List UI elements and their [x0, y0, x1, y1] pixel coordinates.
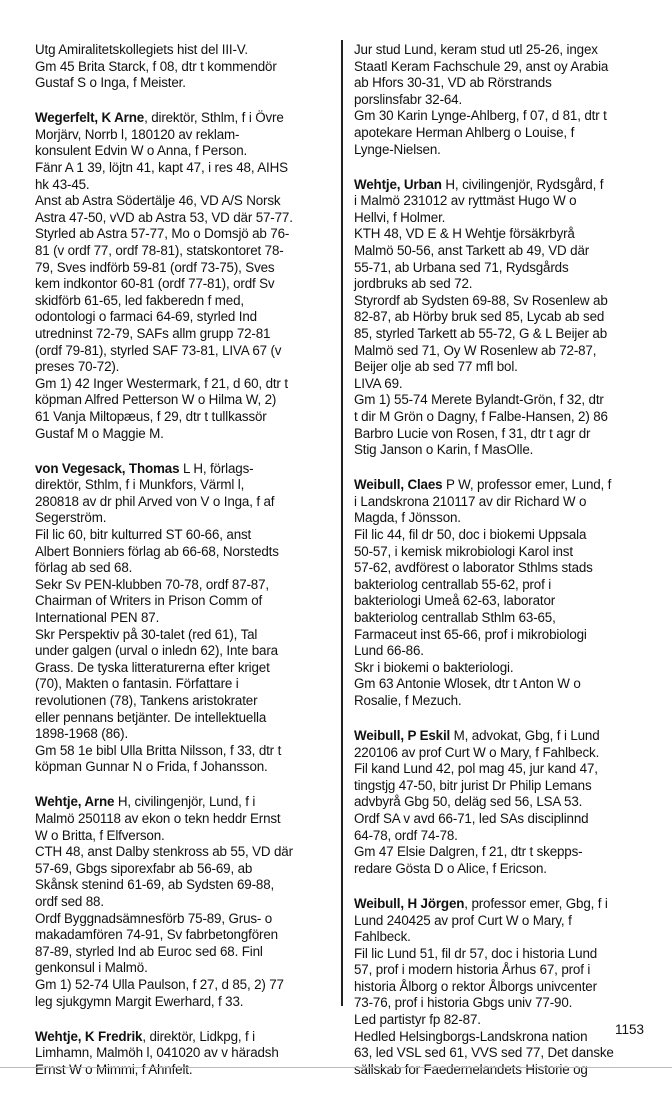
entry-line	[354, 293, 654, 310]
entry-text: LIVA 69.	[354, 375, 403, 391]
entry-line	[354, 844, 654, 861]
entry-line	[354, 1012, 654, 1029]
entry-text: Styrled ab Astra 57-77, Mo o Domsjö ab 76-	[35, 226, 290, 242]
entry-text: bakteriologi Umeå 62-63, laborator	[354, 593, 556, 609]
entry-text: apotekare Herman Ahlberg o Louise, f	[354, 124, 575, 140]
entry-line	[354, 75, 654, 92]
entry-text: Fil lic 44, fil dr 50, doc i biokemi Uppsala	[354, 527, 587, 543]
entry-text: Gm 45 Brita Starck, f 08, dtr t kommendör	[35, 58, 277, 74]
entry-line	[35, 309, 337, 326]
entry-text: 64-78, ordf 74-78.	[354, 827, 458, 843]
entry-line	[354, 359, 654, 376]
entry-text: Skånsk stenind 61-69, ab Sydsten 69-88,	[35, 877, 275, 893]
entry-text: förlag ab sed 68.	[35, 560, 133, 576]
entry-text: Beijer olje ab sed 77 mfl bol.	[354, 359, 518, 375]
entry-text: Utg Amiralitetskollegiets hist del III-V.	[35, 42, 248, 57]
entry-line	[354, 125, 654, 142]
entry-text: Gm 1) 52-74 Ulla Paulson, f 27, d 85, 2) 77	[35, 976, 284, 992]
entry-text: köpman Alfred Petterson W o Hilma W, 2)	[35, 392, 277, 408]
entry-line	[35, 326, 337, 343]
entry-text: H, civilingenjör, Lund, f i	[114, 794, 256, 810]
entry-line	[354, 946, 654, 963]
entry-line	[35, 392, 337, 409]
entry-line	[35, 560, 337, 577]
entry-line	[354, 811, 654, 828]
entry-line	[35, 42, 337, 59]
entry-line	[35, 1062, 337, 1079]
entry-line	[35, 693, 337, 710]
entry-text: Chairman of Writers in Prison Comm of	[35, 593, 263, 609]
column-divider	[341, 40, 343, 1006]
entry-text: Hellvi, f Holmer.	[354, 209, 446, 225]
entry-text: tingstjg 47-50, bitr jurist Dr Philip Lemans	[354, 777, 592, 793]
entry-text: L H, förlags-	[179, 460, 254, 476]
entry-line	[35, 828, 337, 845]
entry-text: Fahlbeck.	[354, 929, 411, 945]
entry-line	[35, 177, 337, 194]
entry-line	[35, 877, 337, 894]
entry-line	[354, 59, 654, 76]
entry-text: Rosalie, f Mezuch.	[354, 692, 462, 708]
entry-name: Wehtje, Arne	[35, 794, 115, 810]
entry-line	[354, 962, 654, 979]
entry-text: 50-57, i kemisk mikrobiologi Karol inst	[354, 543, 573, 559]
entry-text: ordf sed 88.	[35, 894, 104, 909]
entry-text: Fänr A 1 39, löjtn 41, kapt 47, i res 48, AIHS	[35, 160, 288, 176]
entry-text: 57-69, Gbgs siporexfabr ab 56-69, ab	[35, 860, 253, 876]
entry-line	[354, 761, 654, 778]
entry-text: Morjärv, Norrb l, 180120 av reklam-	[35, 126, 240, 142]
entry-line	[354, 995, 654, 1012]
entry-line	[354, 828, 654, 845]
entry-text: 55-71, ab Urbana sed 71, Rydsgårds	[354, 259, 569, 275]
entry-line	[35, 861, 337, 878]
entry-name: Wegerfelt, K Arne	[35, 110, 145, 126]
entry-line	[354, 560, 654, 577]
entry-line	[354, 728, 654, 745]
entry-line	[35, 210, 337, 227]
entry-text: i Malmö 231012 av ryttmäst Hugo W o	[354, 193, 577, 209]
entry-name: Weibull, H Jörgen	[354, 895, 465, 911]
entry-text: Styrordf ab Sydsten 69-88, Sv Rosenlew ab	[354, 292, 608, 308]
entry-line	[35, 494, 337, 511]
entry-line	[354, 494, 654, 511]
entry-text: historia Ålborg o rektor Ålborgs univcenter	[354, 978, 597, 994]
entry-text: Malmö sed 71, Oy W Rosenlew ab 72-87,	[354, 342, 597, 358]
biography-entry	[354, 477, 654, 709]
entry-line	[35, 75, 337, 92]
entry-line	[354, 1062, 654, 1079]
entry-line	[354, 861, 654, 878]
entry-text: 81 (v ordf 77, ordf 78-81), statskontoret 78-	[35, 243, 284, 259]
entry-line	[354, 979, 654, 996]
entry-line	[35, 510, 337, 527]
entry-text: t dir M Grön o Dagny, f Falbe-Hansen, 2) 86	[354, 408, 608, 424]
entry-line	[35, 260, 337, 277]
entry-line	[35, 359, 337, 376]
entry-line	[35, 577, 337, 594]
entry-text: Magda, f Jönsson.	[354, 510, 461, 526]
entry-text: Limhamn, Malmöh l, 041020 av v häradsh	[35, 1045, 279, 1061]
entry-line	[35, 911, 337, 928]
entry-text: 87-89, styrled Ind ab Euroc sed 68. Finl	[35, 943, 263, 959]
page-number: 1153	[614, 1022, 644, 1037]
entry-line	[35, 944, 337, 961]
entry-line	[354, 745, 654, 762]
entry-line	[35, 660, 337, 677]
entry-line	[354, 343, 654, 360]
entry-text: Albert Bonniers förlag ab 66-68, Norstedts	[35, 543, 279, 559]
entry-text: makadamfören 74-91, Sv fabrbetongfören	[35, 927, 278, 943]
entry-line	[35, 811, 337, 828]
entry-text: Malmö 250118 av ekon o tekn heddr Ernst	[35, 811, 281, 827]
entry-text: i Landskrona 210117 av dir Richard W o	[354, 493, 587, 509]
entry-text: 57, prof i modern historia Århus 67, prof i	[354, 962, 591, 978]
entry-text: 63, led VSL sed 61, VVS sed 77, Det danske	[354, 1045, 614, 1061]
entry-line	[354, 177, 654, 194]
entry-text: redare Gösta D o Alice, f Ericson.	[354, 860, 547, 876]
entry-text: köpman Gunnar N o Frida, f Johansson.	[35, 759, 268, 775]
column-right	[354, 42, 654, 1097]
entry-text: bakteriolog centrallab Sthlm 63-65,	[354, 610, 556, 625]
entry-text: (70), Makten o fantasin. Författare i	[35, 676, 239, 692]
entry-text: H, civilingenjör, Rydsgård, f	[441, 176, 604, 192]
entry-line	[35, 193, 337, 210]
entry-text: Fil kand Lund 42, pol mag 45, jur kand 47,	[354, 761, 598, 777]
entry-text: Skr Perspektiv på 30-talet (red 61), Tal	[35, 626, 258, 642]
entry-line	[35, 226, 337, 243]
entry-line	[35, 743, 337, 760]
entry-text: 61 Vanja Miltopæus, f 29, dtr t tullkassör	[35, 408, 267, 424]
entry-name: Wehtje, Urban	[354, 176, 442, 192]
entry-name: Weibull, P Eskil	[354, 728, 451, 744]
biography-entry	[354, 42, 654, 158]
entry-line	[354, 260, 654, 277]
entry-line	[35, 726, 337, 743]
entry-line	[35, 343, 337, 360]
entry-line	[35, 544, 337, 561]
entry-line	[35, 243, 337, 260]
entry-line	[35, 1029, 337, 1046]
entry-line	[354, 477, 654, 494]
entry-text: 73-76, prof i historia Gbgs univ 77-90.	[354, 995, 573, 1011]
entry-text: Lynge-Nielsen.	[354, 141, 441, 157]
entry-text: Malmö 50-56, anst Tarkett ab 49, VD där	[354, 243, 590, 259]
entry-text: Gm 1) 55-74 Merete Bylandt-Grön, f 32, dtr	[354, 392, 604, 408]
entry-text: Ordf Byggnadsämnesförb 75-89, Grus- o	[35, 910, 273, 926]
entry-text: Jur stud Lund, keram stud utl 25-26, ingex	[354, 42, 598, 57]
entry-line	[35, 676, 337, 693]
biography-entry	[35, 1029, 337, 1079]
entry-text: Stig Janson o Karin, f MasOlle.	[354, 442, 534, 458]
entry-line	[35, 276, 337, 293]
entry-line	[354, 544, 654, 561]
entry-name: von Vegesack, Thomas	[35, 460, 180, 476]
biography-entry	[35, 42, 337, 92]
entry-text: Farmaceut inst 65-66, prof i mikrobiologi	[354, 626, 587, 642]
entry-text: , professor emer, Gbg, f i	[464, 895, 608, 911]
entry-text: Gm 47 Elsie Dalgren, f 21, dtr t skepps-	[354, 844, 583, 860]
entry-text: kem indkontor 60-81 (ordf 77-81), ordf Sv	[35, 276, 275, 292]
entry-text: bakteriolog centrallab 55-62, prof i	[354, 576, 552, 592]
entry-line	[354, 243, 654, 260]
entry-text: preses 70-72).	[35, 359, 120, 375]
entry-text: , direktör, Lidkpg, f i	[142, 1028, 255, 1044]
entry-text: International PEN 87.	[35, 610, 160, 625]
entry-line	[354, 929, 654, 946]
entry-line	[354, 896, 654, 913]
entry-line	[35, 143, 337, 160]
entry-text: Staatl Keram Fachschule 29, anst oy Arabia	[354, 58, 609, 74]
entry-text: Gustaf M o Maggie M.	[35, 425, 164, 441]
entry-text: Led partistyr fp 82-87.	[354, 1012, 481, 1028]
entry-line	[354, 610, 654, 627]
entry-line	[35, 627, 337, 644]
entry-line	[35, 409, 337, 426]
entry-line	[354, 577, 654, 594]
entry-text: Gustaf S o Inga, f Meister.	[35, 75, 186, 91]
entry-text: Grass. De tyska litteraturerna efter kriget	[35, 659, 270, 675]
entry-line	[35, 426, 337, 443]
entry-line	[35, 527, 337, 544]
entry-line	[354, 593, 654, 610]
entry-line	[354, 442, 654, 459]
entry-line	[354, 326, 654, 343]
entry-text: 280818 av dr phil Arved von V o Inga, f af	[35, 493, 275, 509]
entry-line	[354, 42, 654, 59]
biography-entry	[35, 461, 337, 776]
entry-line	[35, 110, 337, 127]
entry-line	[354, 510, 654, 527]
entry-text: genkonsul i Malmö.	[35, 960, 148, 976]
entry-text: porslinsfabr 32-64.	[354, 91, 463, 107]
entry-text: leg sjukgymn Margit Ewerhard, f 33.	[35, 993, 244, 1009]
entry-line	[35, 927, 337, 944]
entry-text: Gm 58 1e bibl Ulla Britta Nilsson, f 33, dtr t	[35, 742, 282, 758]
entry-text: 79, Sves indförb 59-81 (ordf 73-75), Sves	[35, 259, 275, 275]
entry-text: Gm 63 Antonie Wlosek, dtr t Anton W o	[354, 676, 581, 692]
entry-text: Lund 66-86.	[354, 643, 424, 659]
biography-entry	[35, 794, 337, 1010]
entry-name: Weibull, Claes	[354, 477, 443, 493]
entry-text: , direktör, Sthlm, f i Övre	[144, 110, 284, 126]
entry-text: skidförb 61-65, led fakberedn f med,	[35, 292, 244, 308]
entry-line	[354, 409, 654, 426]
entry-line	[354, 693, 654, 710]
entry-text: 85, styrled Tarkett ab 55-72, G & L Beijer ab	[354, 326, 608, 341]
entry-line	[354, 627, 654, 644]
entry-line	[35, 894, 337, 911]
entry-line	[35, 59, 337, 76]
biography-entry	[354, 728, 654, 877]
entry-line	[354, 142, 654, 159]
entry-line	[35, 593, 337, 610]
biography-entry	[354, 896, 654, 1079]
entry-line	[354, 1029, 654, 1046]
entry-text: Ernst W o Mimmi, f Ahnfelt.	[35, 1061, 193, 1077]
entry-line	[35, 1045, 337, 1062]
entry-line	[354, 1045, 654, 1062]
entry-text: KTH 48, VD E & H Wehtje försäkrbyrå	[354, 226, 575, 242]
entry-line	[35, 759, 337, 776]
entry-line	[354, 226, 654, 243]
entry-line	[354, 426, 654, 443]
entry-line	[35, 844, 337, 861]
entry-line	[35, 376, 337, 393]
entry-text: (ordf 79-81), styrled SAF 73-81, LIVA 67 (v	[35, 342, 282, 358]
page-bottom-edge	[0, 1067, 672, 1068]
entry-text: sällskab for Faedernelandets Historie og	[354, 1061, 588, 1077]
entry-text: P W, professor emer, Lund, f	[442, 477, 612, 493]
entry-line	[35, 960, 337, 977]
entry-text: Fil lic 60, bitr kulturred ST 60-66, anst	[35, 527, 252, 543]
entry-line	[354, 527, 654, 544]
entry-line	[354, 376, 654, 393]
entry-text: Fil lic Lund 51, fil dr 57, doc i historia Lund	[354, 945, 598, 961]
entry-line	[35, 127, 337, 144]
entry-text: W o Britta, f Elfverson.	[35, 827, 165, 843]
entry-text: M, advokat, Gbg, f i Lund	[450, 728, 600, 744]
entry-line	[354, 794, 654, 811]
entry-text: 82-87, ab Hörby bruk sed 85, Lycab ab sed	[354, 309, 605, 325]
entry-text: odontologi o farmaci 64-69, styrled Ind	[35, 309, 257, 325]
entry-text: Segerström.	[35, 510, 107, 526]
entry-line	[354, 309, 654, 326]
entry-text: Astra 47-50, vVD ab Astra 53, VD där 57-77.	[35, 209, 293, 225]
entry-text: 57-62, avdförest o laborator Sthlms stads	[354, 560, 593, 576]
entry-line	[35, 293, 337, 310]
entry-line	[35, 977, 337, 994]
entry-line	[35, 610, 337, 627]
entry-text: revolutionen (78), Tankens aristokrater	[35, 692, 258, 708]
entry-text: utredninst 72-79, SAFs allm grupp 72-81	[35, 326, 271, 341]
entry-text: konsulent Edvin W o Anna, f Person.	[35, 143, 248, 159]
entry-text: Lund 240425 av prof Curt W o Mary, f	[354, 912, 572, 928]
entry-line	[354, 108, 654, 125]
entry-line	[354, 660, 654, 677]
entry-name: Wehtje, K Fredrik	[35, 1028, 143, 1044]
entry-line	[354, 210, 654, 227]
entry-text: Barbro Lucie von Rosen, f 31, dtr t agr dr	[354, 425, 591, 441]
entry-line	[35, 710, 337, 727]
entry-line	[35, 160, 337, 177]
entry-line	[35, 994, 337, 1011]
entry-line	[354, 193, 654, 210]
entry-text: Gm 1) 42 Inger Westermark, f 21, d 60, dtr t	[35, 375, 288, 391]
entry-line	[35, 643, 337, 660]
entry-text: Hedled Helsingborgs-Landskrona nation	[354, 1028, 588, 1044]
entry-line	[35, 794, 337, 811]
entry-line	[354, 276, 654, 293]
entry-text: Sekr Sv PEN-klubben 70-78, ordf 87-87,	[35, 576, 269, 592]
entry-text: hk 43-45.	[35, 176, 90, 192]
entry-line	[354, 676, 654, 693]
entry-line	[354, 778, 654, 795]
entry-text: jordbruks ab sed 72.	[354, 276, 473, 292]
column-left	[35, 42, 337, 1097]
entry-text: advbyrå Gbg 50, deläg sed 56, LSA 53.	[354, 794, 583, 810]
entry-text: eller pennans betjänter. De intellektuella	[35, 709, 267, 725]
entry-text: ab Hfors 30-31, VD ab Rörstrands	[354, 75, 552, 91]
entry-line	[354, 92, 654, 109]
biography-entry	[35, 110, 337, 442]
entry-line	[354, 913, 654, 930]
entry-text: CTH 48, anst Dalby stenkross ab 55, VD där	[35, 844, 293, 860]
entry-line	[35, 477, 337, 494]
entry-text: Anst ab Astra Södertälje 46, VD A/S Norsk	[35, 193, 281, 209]
entry-text: Ordf SA v avd 66-71, led SAs disciplinnd	[354, 811, 589, 827]
entry-text: Skr i biokemi o bakteriologi.	[354, 659, 514, 675]
entry-line	[354, 643, 654, 660]
entry-text: direktör, Sthlm, f i Munkfors, Värml l,	[35, 477, 245, 493]
entry-text: under galgen (urval o inledn 62), Inte bara	[35, 643, 278, 659]
entry-line	[35, 461, 337, 478]
entry-text: Gm 30 Karin Lynge-Ahlberg, f 07, d 81, dtr t	[354, 108, 607, 124]
entry-text: 1898-1968 (86).	[35, 726, 129, 742]
entry-text: 220106 av prof Curt W o Mary, f Fahlbeck.	[354, 744, 600, 760]
biography-entry	[354, 177, 654, 459]
entry-line	[354, 392, 654, 409]
